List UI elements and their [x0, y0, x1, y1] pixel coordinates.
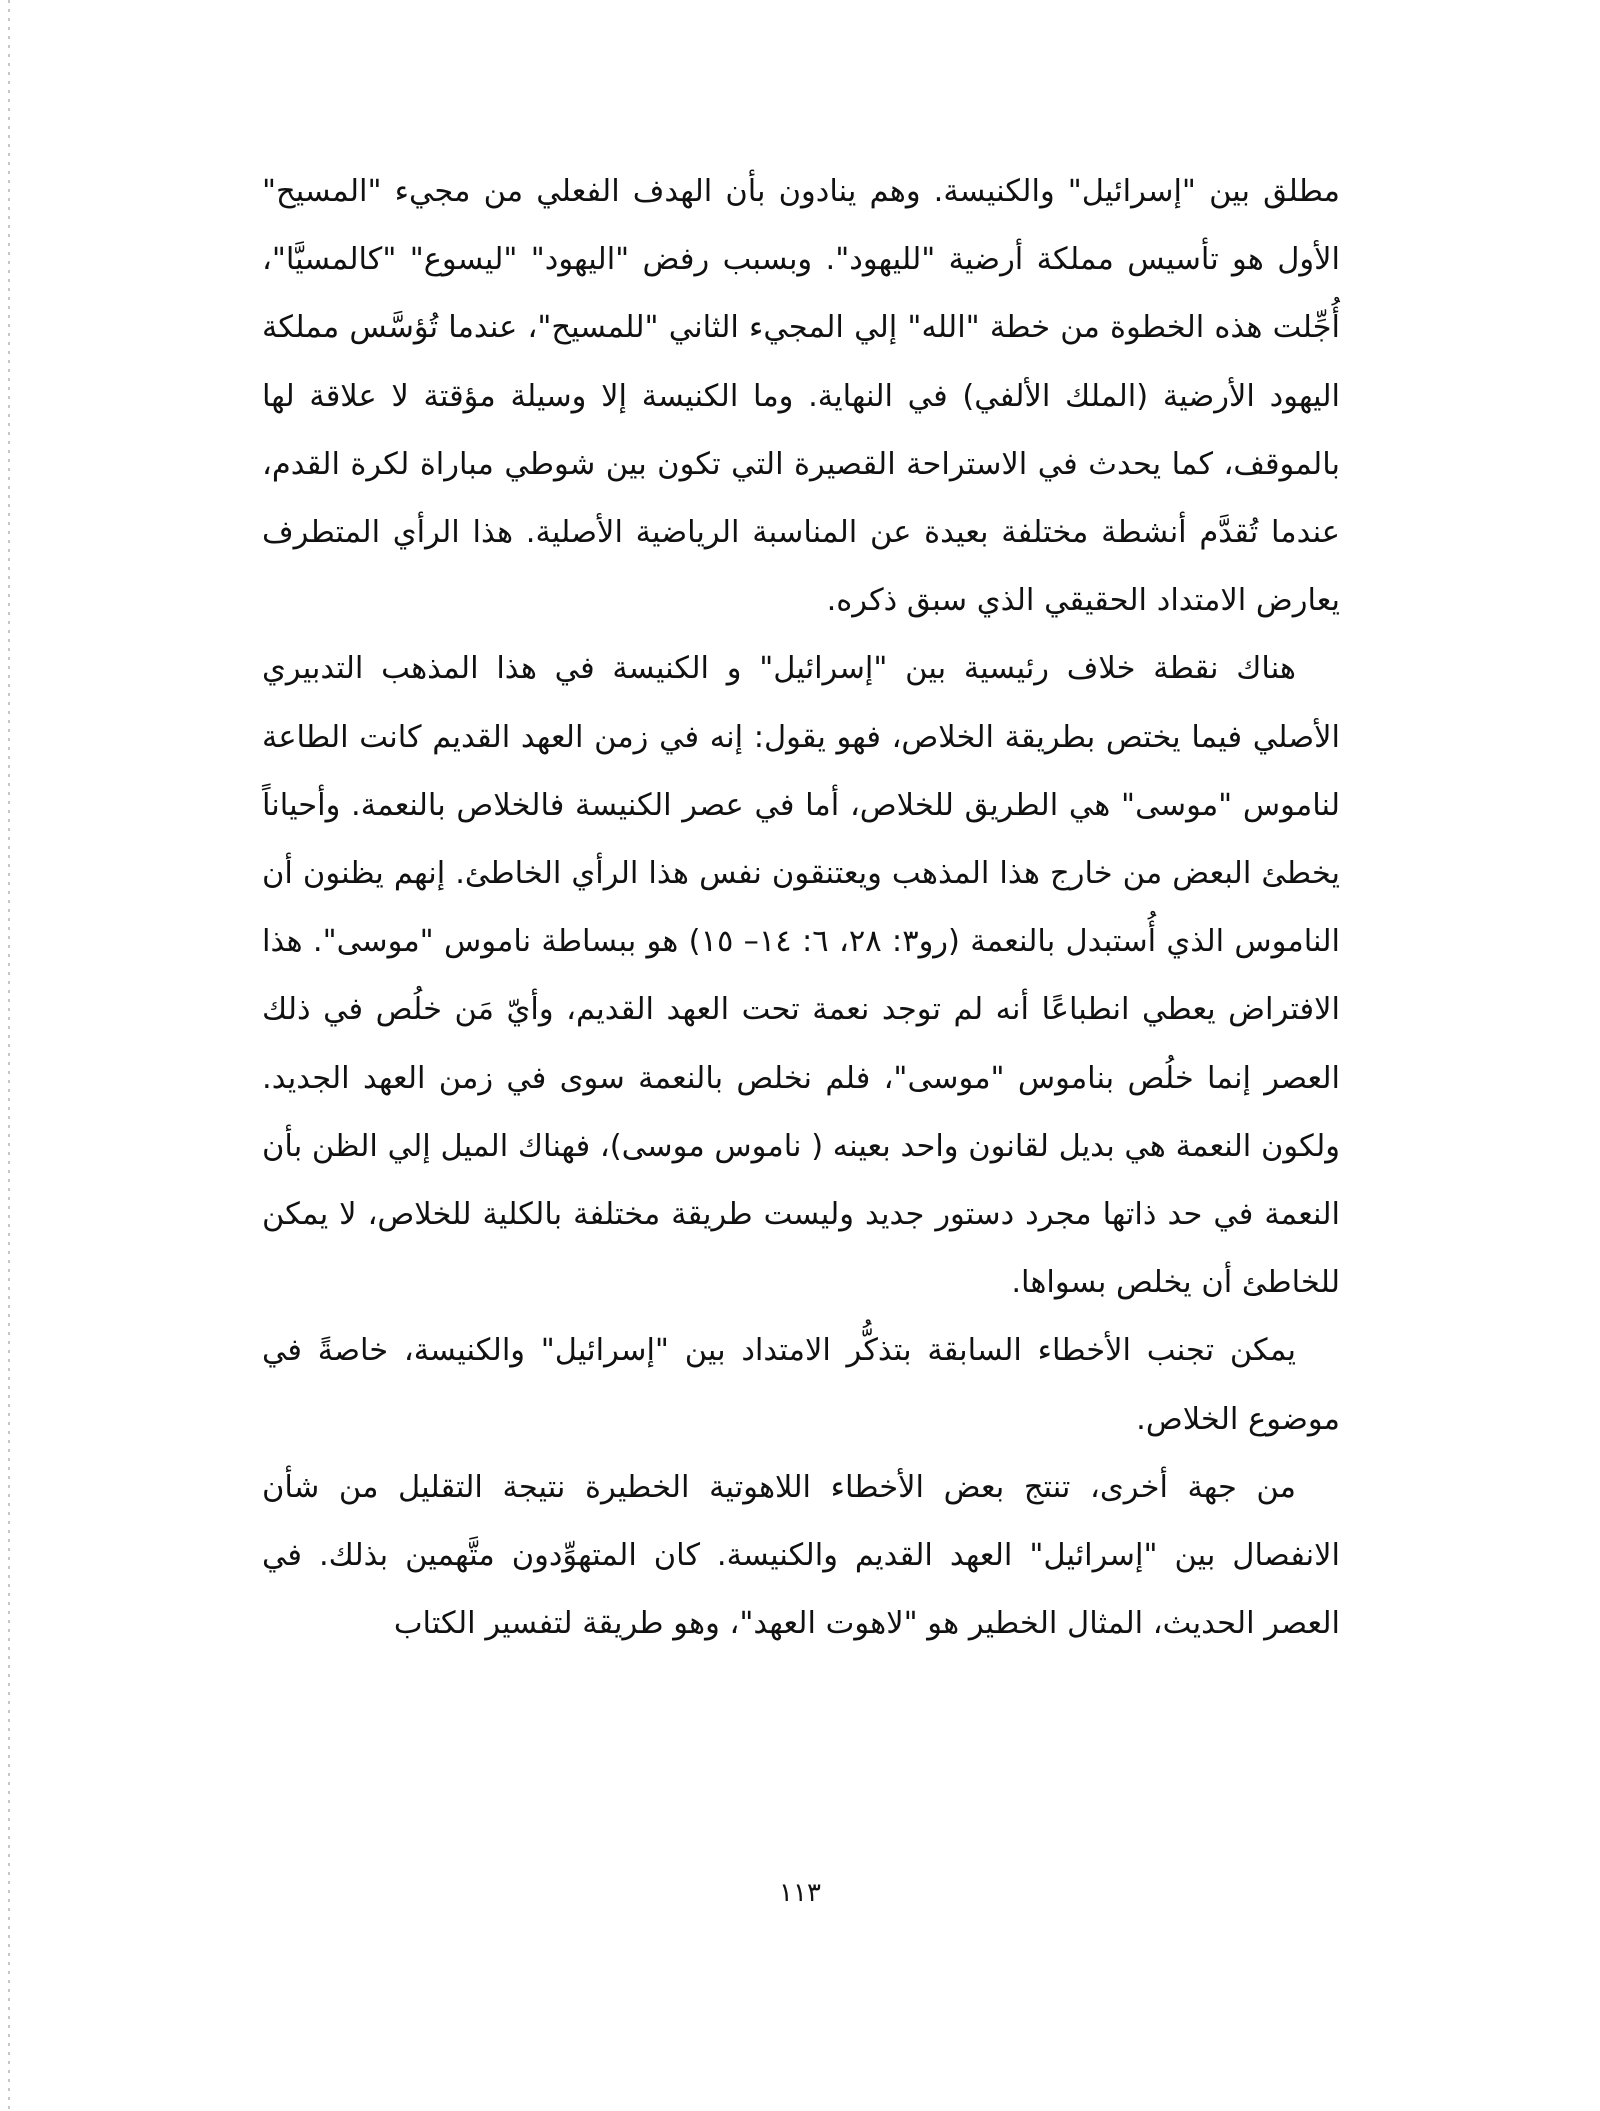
page-body-text — [262, 158, 1340, 1658]
paragraph-4: من جهة أخرى، تنتج بعض الأخطاء اللاهوتية الخطيرة نتيجة التقليل من شأن الانفصال بين "إسرائيل" العهد القديم والكنيسة. كان المتهوِّدون متَّهمين بذلك. في العصر الحديث، المثال الخطير هو "لاهوت العهد"، وهو طريقة لتفسير الكتاب — [262, 1469, 1340, 1642]
paragraph-2: هناك نقطة خلاف رئيسية بين "إسرائيل" و الكنيسة في هذا المذهب التدبيري الأصلي فيما يختص بطريقة الخلاص، فهو يقول: إنه في زمن العهد القديم كانت الطاعة لناموس "موسى" هي الطريق للخلاص، أما في عصر الكنيسة فالخلاص بالنعمة. وأحياناً يخطئ البعض من خارج هذا المذهب ويعتنقون نفس هذا الرأي الخاطئ. إنهم يظنون أن الناموس الذي أُستبدل بالنعمة (رو٣: ٢٨، ٦: ١٤– ١٥) هو ببساطة ناموس "موسى". هذا الافتراض يعطي انطباعًا أنه لم توجد نعمة تحت العهد القديم، وأيّ مَن خلُص في ذلك العصر إنما خلُص بناموس "موسى"، فلم نخلص بالنعمة سوى في زمن العهد الجديد. ولكون النعمة هي بديل لقانون واحد بعينه ( ناموس موسى)، فهناك الميل إلي الظن بأن النعمة في حد ذاتها مجرد دستور جديد وليست طريقة مختلفة بالكلية للخلاص، لا يمكن للخاطئ أن يخلص بسواها. — [262, 651, 1340, 1301]
paragraph-1: مطلق بين "إسرائيل" والكنيسة. وهم ينادون بأن الهدف الفعلي من مجيء "المسيح" الأول هو تأسيس مملكة أرضية "لليهود". وبسبب رفض "اليهود" "ليسوع" "كالمسيَّا"، أُجِّلت هذه الخطوة من خطة "الله" إلي المجيء الثاني "للمسيح"، عندما تُؤسَّس مملكة اليهود الأرضية (الملك الألفي) في النهاية. وما الكنيسة إلا وسيلة مؤقتة لا علاقة لها بالموقف، كما يحدث في الاستراحة القصيرة التي تكون بين شوطي مباراة لكرة القدم، عندما تُقدَّم أنشطة مختلفة بعيدة عن المناسبة الرياضية الأصلية. هذا الرأي المتطرف يعارض الامتداد الحقيقي الذي سبق ذكره. — [262, 174, 1340, 619]
paragraph-3: يمكن تجنب الأخطاء السابقة بتذكُّر الامتداد بين "إسرائيل" والكنيسة، خاصةً في موضوع الخلاص. — [262, 1333, 1340, 1437]
scan-margin-artifact — [8, 0, 10, 2111]
page-number: ١١٣ — [779, 1878, 821, 1908]
